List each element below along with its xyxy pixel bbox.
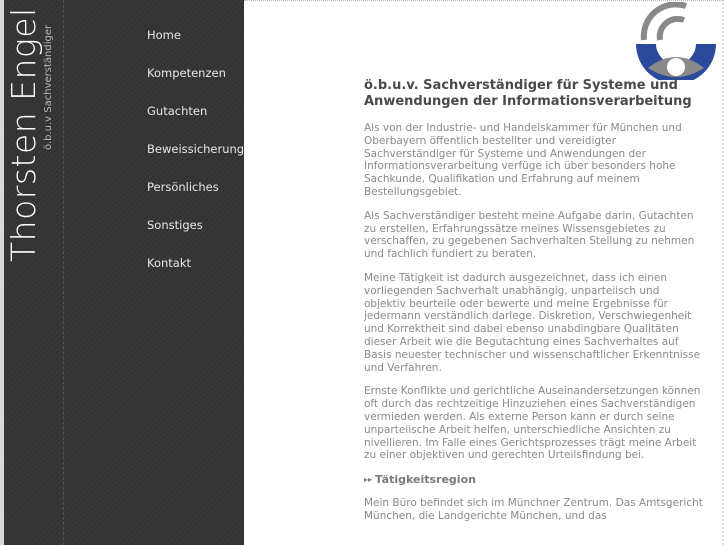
brand-name: Thorsten Engel [4, 7, 43, 262]
section-heading-text: Tätigkeitsregion [375, 473, 476, 487]
eye-signal-logo-icon [634, 2, 718, 80]
nav-item-home[interactable]: Home [147, 28, 181, 42]
main-content [364, 78, 704, 534]
page-title: ö.b.u.v. Sachverständiger für Systeme und Anwendungen der Informationsverarbeitung [364, 78, 692, 109]
top-dotted-border [244, 0, 722, 1]
right-dotted-border [722, 0, 724, 545]
nav-item-gutachten[interactable]: Gutachten [147, 104, 208, 118]
nav-item-sonstiges[interactable]: Sonstiges [147, 218, 203, 232]
paragraph-1: Als von der Industrie- und Handelskammer für München und Oberbayern öffentlich bestellter und vereidigter Sachverständiger für Systeme und Anwendungen der Informationsverarbeitung verfüge ich über besonders hohe Sachkunde, Qualifikation und Erfahrung auf meinem Bestellungsgebiet. [364, 122, 682, 198]
brand-subtitle: ö.b.u.v Sachverständiger [43, 24, 54, 150]
nav-item-persoenliches[interactable]: Persönliches [147, 180, 219, 194]
nav-item-kontakt[interactable]: Kontakt [147, 256, 192, 270]
sidebar [4, 0, 244, 545]
paragraph-3: Meine Tätigkeit ist dadurch ausgezeichnet, dass ich einen vorliegenden Sachverhalt unabhängig, unparteiisch und objektiv beurteile oder bewerte und meine Ergebnisse für jedermann verständlich darlege. Diskretion, Verschwiegenheit und Korrektheit sind dabei ebenso unabdingbare Qualitäten dieser Arbeit wie die Begutachtung eines Sachverhaltes auf Basis neuester technischer und wissenschaftlicher Erkenntnisse und Verfahren. [364, 271, 701, 374]
paragraph-2: Als Sachverständiger besteht meine Aufgabe darin, Gutachten zu erstellen, Erfahrungssätze meines Wissensgebietes zu verschaffen, zu gegebenen Sachverhalten Stellung zu nehmen und fachlich fundiert zu beraten. [364, 209, 695, 261]
nav-item-beweissicherung[interactable]: Beweissicherung [147, 142, 245, 156]
section-heading [364, 473, 704, 487]
nav-item-kompetenzen[interactable]: Kompetenzen [147, 66, 226, 80]
paragraph-4: Ernste Konflikte und gerichtliche Auseinandersetzungen können oft durch das rechtzeitige Hinzuziehen eines Sachverständigen vermieden werden. Als externe Person kann er durch seine unparteiische Arbeit helfen, unterschiedliche Ansichten zu nivellieren. Im Falle eines Gerichtsprozesses trägt meine Arbeit zu einer objektiven und gerechten Urteilsfindung bei. [364, 385, 701, 462]
paragraph-5: Mein Büro befindet sich im Münchner Zentrum. Das Amtsgericht München, die Landgerichte München, und das [364, 497, 703, 522]
main-nav [147, 28, 244, 294]
double-arrow-icon: ▸▸ [364, 475, 373, 485]
brand-column [4, 0, 64, 545]
